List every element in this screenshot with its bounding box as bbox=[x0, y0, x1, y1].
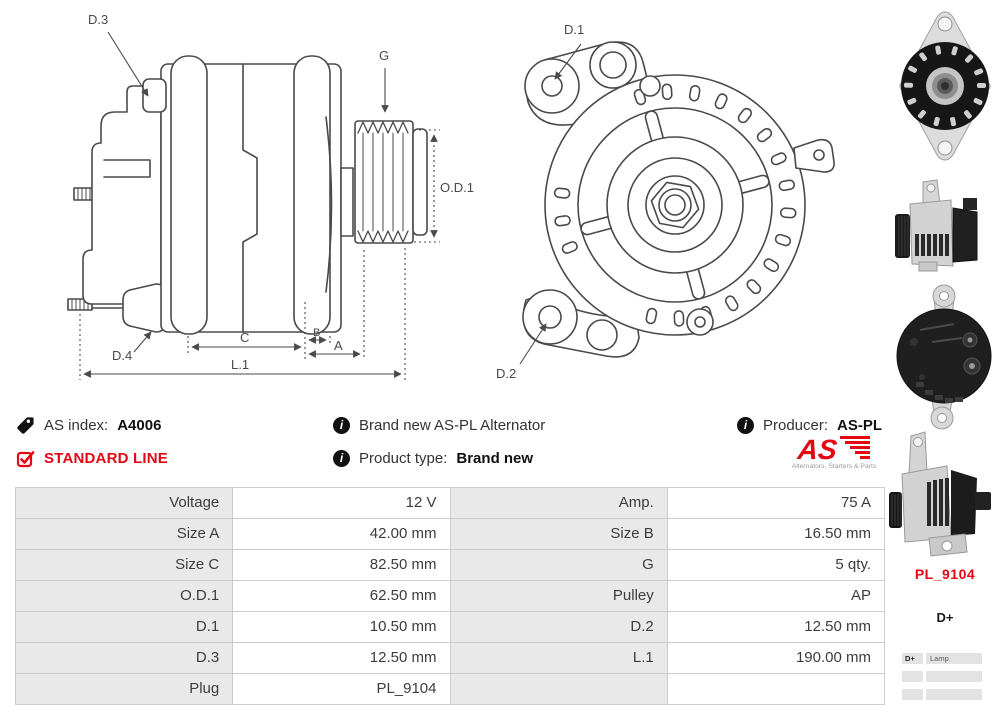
terminal-label: D+ bbox=[936, 610, 954, 625]
spec-value-cell bbox=[668, 674, 885, 705]
spec-value-cell: 62.50 mm bbox=[233, 581, 450, 612]
product-type-value: Brand new bbox=[456, 449, 534, 467]
spec-label-cell: D.2 bbox=[451, 612, 668, 643]
pin-cell bbox=[902, 689, 923, 700]
dim-label-g: G bbox=[379, 48, 390, 63]
product-photo-rear bbox=[892, 282, 997, 432]
producer-row bbox=[737, 414, 882, 436]
spec-label-cell: Pulley bbox=[451, 581, 668, 612]
spec-value-cell: PL_9104 bbox=[233, 674, 450, 705]
pin-cell bbox=[902, 671, 923, 682]
standard-line-badge: STANDARD LINE bbox=[44, 449, 168, 467]
product-photo-front bbox=[893, 8, 997, 168]
pin-table-row bbox=[902, 671, 982, 682]
pin-table-row bbox=[902, 653, 982, 664]
info-icon: i bbox=[737, 417, 754, 434]
pin-function-cell bbox=[926, 689, 982, 700]
standard-line-row bbox=[16, 447, 168, 469]
spec-value-cell: 16.50 mm bbox=[668, 519, 885, 550]
product-photo-side bbox=[893, 178, 993, 273]
producer-value: AS-PL bbox=[837, 416, 883, 434]
spec-label-cell: O.D.1 bbox=[16, 581, 233, 612]
dim-label-d1: D.1 bbox=[564, 22, 585, 37]
spec-label-cell: Voltage bbox=[16, 488, 233, 519]
spec-value-cell: 10.50 mm bbox=[233, 612, 450, 643]
dim-label-od1: O.D.1 bbox=[440, 180, 474, 195]
dim-label-l1: L.1 bbox=[231, 357, 250, 372]
spec-label-cell: Amp. bbox=[451, 488, 668, 519]
dim-label-a: A bbox=[334, 338, 343, 353]
as-index-row bbox=[16, 414, 161, 436]
spec-value-cell: 75 A bbox=[668, 488, 885, 519]
spec-label-cell: Size C bbox=[16, 550, 233, 581]
logo-tagline: Alternators, Starters & Parts bbox=[791, 463, 877, 470]
connector-pin-table bbox=[902, 653, 982, 707]
pin-table-row bbox=[902, 689, 982, 700]
front-view-drawing bbox=[478, 2, 878, 402]
dim-label-b: B bbox=[313, 327, 321, 339]
dim-label-d3: D.3 bbox=[88, 12, 109, 27]
dim-label-c: C bbox=[240, 330, 250, 345]
spec-value-cell: 82.50 mm bbox=[233, 550, 450, 581]
spec-value-cell: 12 V bbox=[233, 488, 450, 519]
spec-label-cell: Size A bbox=[16, 519, 233, 550]
checkbox-checked-icon bbox=[16, 449, 35, 468]
spec-value-cell: 42.00 mm bbox=[233, 519, 450, 550]
info-icon: i bbox=[333, 417, 350, 434]
spec-value-cell: AP bbox=[668, 581, 885, 612]
product-description: Brand new AS-PL Alternator bbox=[359, 416, 546, 434]
spec-value-cell: 190.00 mm bbox=[668, 643, 885, 674]
producer-label: Producer: bbox=[763, 416, 829, 434]
logo-stripes-icon bbox=[840, 436, 870, 461]
info-icon: i bbox=[333, 450, 350, 467]
as-index-value: A4006 bbox=[117, 416, 162, 434]
pin-cell: D+ bbox=[902, 653, 923, 664]
dim-label-d4: D.4 bbox=[112, 348, 133, 363]
spec-label-cell: L.1 bbox=[451, 643, 668, 674]
side-view-drawing bbox=[28, 2, 473, 402]
spec-label-cell: D.3 bbox=[16, 643, 233, 674]
tag-icon bbox=[16, 416, 35, 435]
product-type-row bbox=[333, 447, 533, 469]
as-index-label: AS index: bbox=[44, 416, 109, 434]
spec-label-cell bbox=[451, 674, 668, 705]
spec-label-cell: Size B bbox=[451, 519, 668, 550]
product-type-label: Product type: bbox=[359, 449, 448, 467]
spec-label-cell: G bbox=[451, 550, 668, 581]
spec-value-cell: 12.50 mm bbox=[668, 612, 885, 643]
pin-function-cell bbox=[926, 671, 982, 682]
dim-label-d2: D.2 bbox=[496, 366, 517, 381]
description-row bbox=[333, 414, 545, 436]
aspl-brand-logo bbox=[786, 436, 882, 470]
plug-code-label: PL_9104 bbox=[914, 566, 976, 582]
spec-table bbox=[15, 487, 885, 705]
spec-label-cell: D.1 bbox=[16, 612, 233, 643]
product-photo-side-2 bbox=[889, 430, 997, 565]
logo-text: AS bbox=[796, 434, 839, 465]
pin-function-cell: Lamp bbox=[926, 653, 982, 664]
spec-label-cell: Plug bbox=[16, 674, 233, 705]
spec-value-cell: 5 qty. bbox=[668, 550, 885, 581]
logo-mark bbox=[786, 434, 882, 465]
spec-value-cell: 12.50 mm bbox=[233, 643, 450, 674]
